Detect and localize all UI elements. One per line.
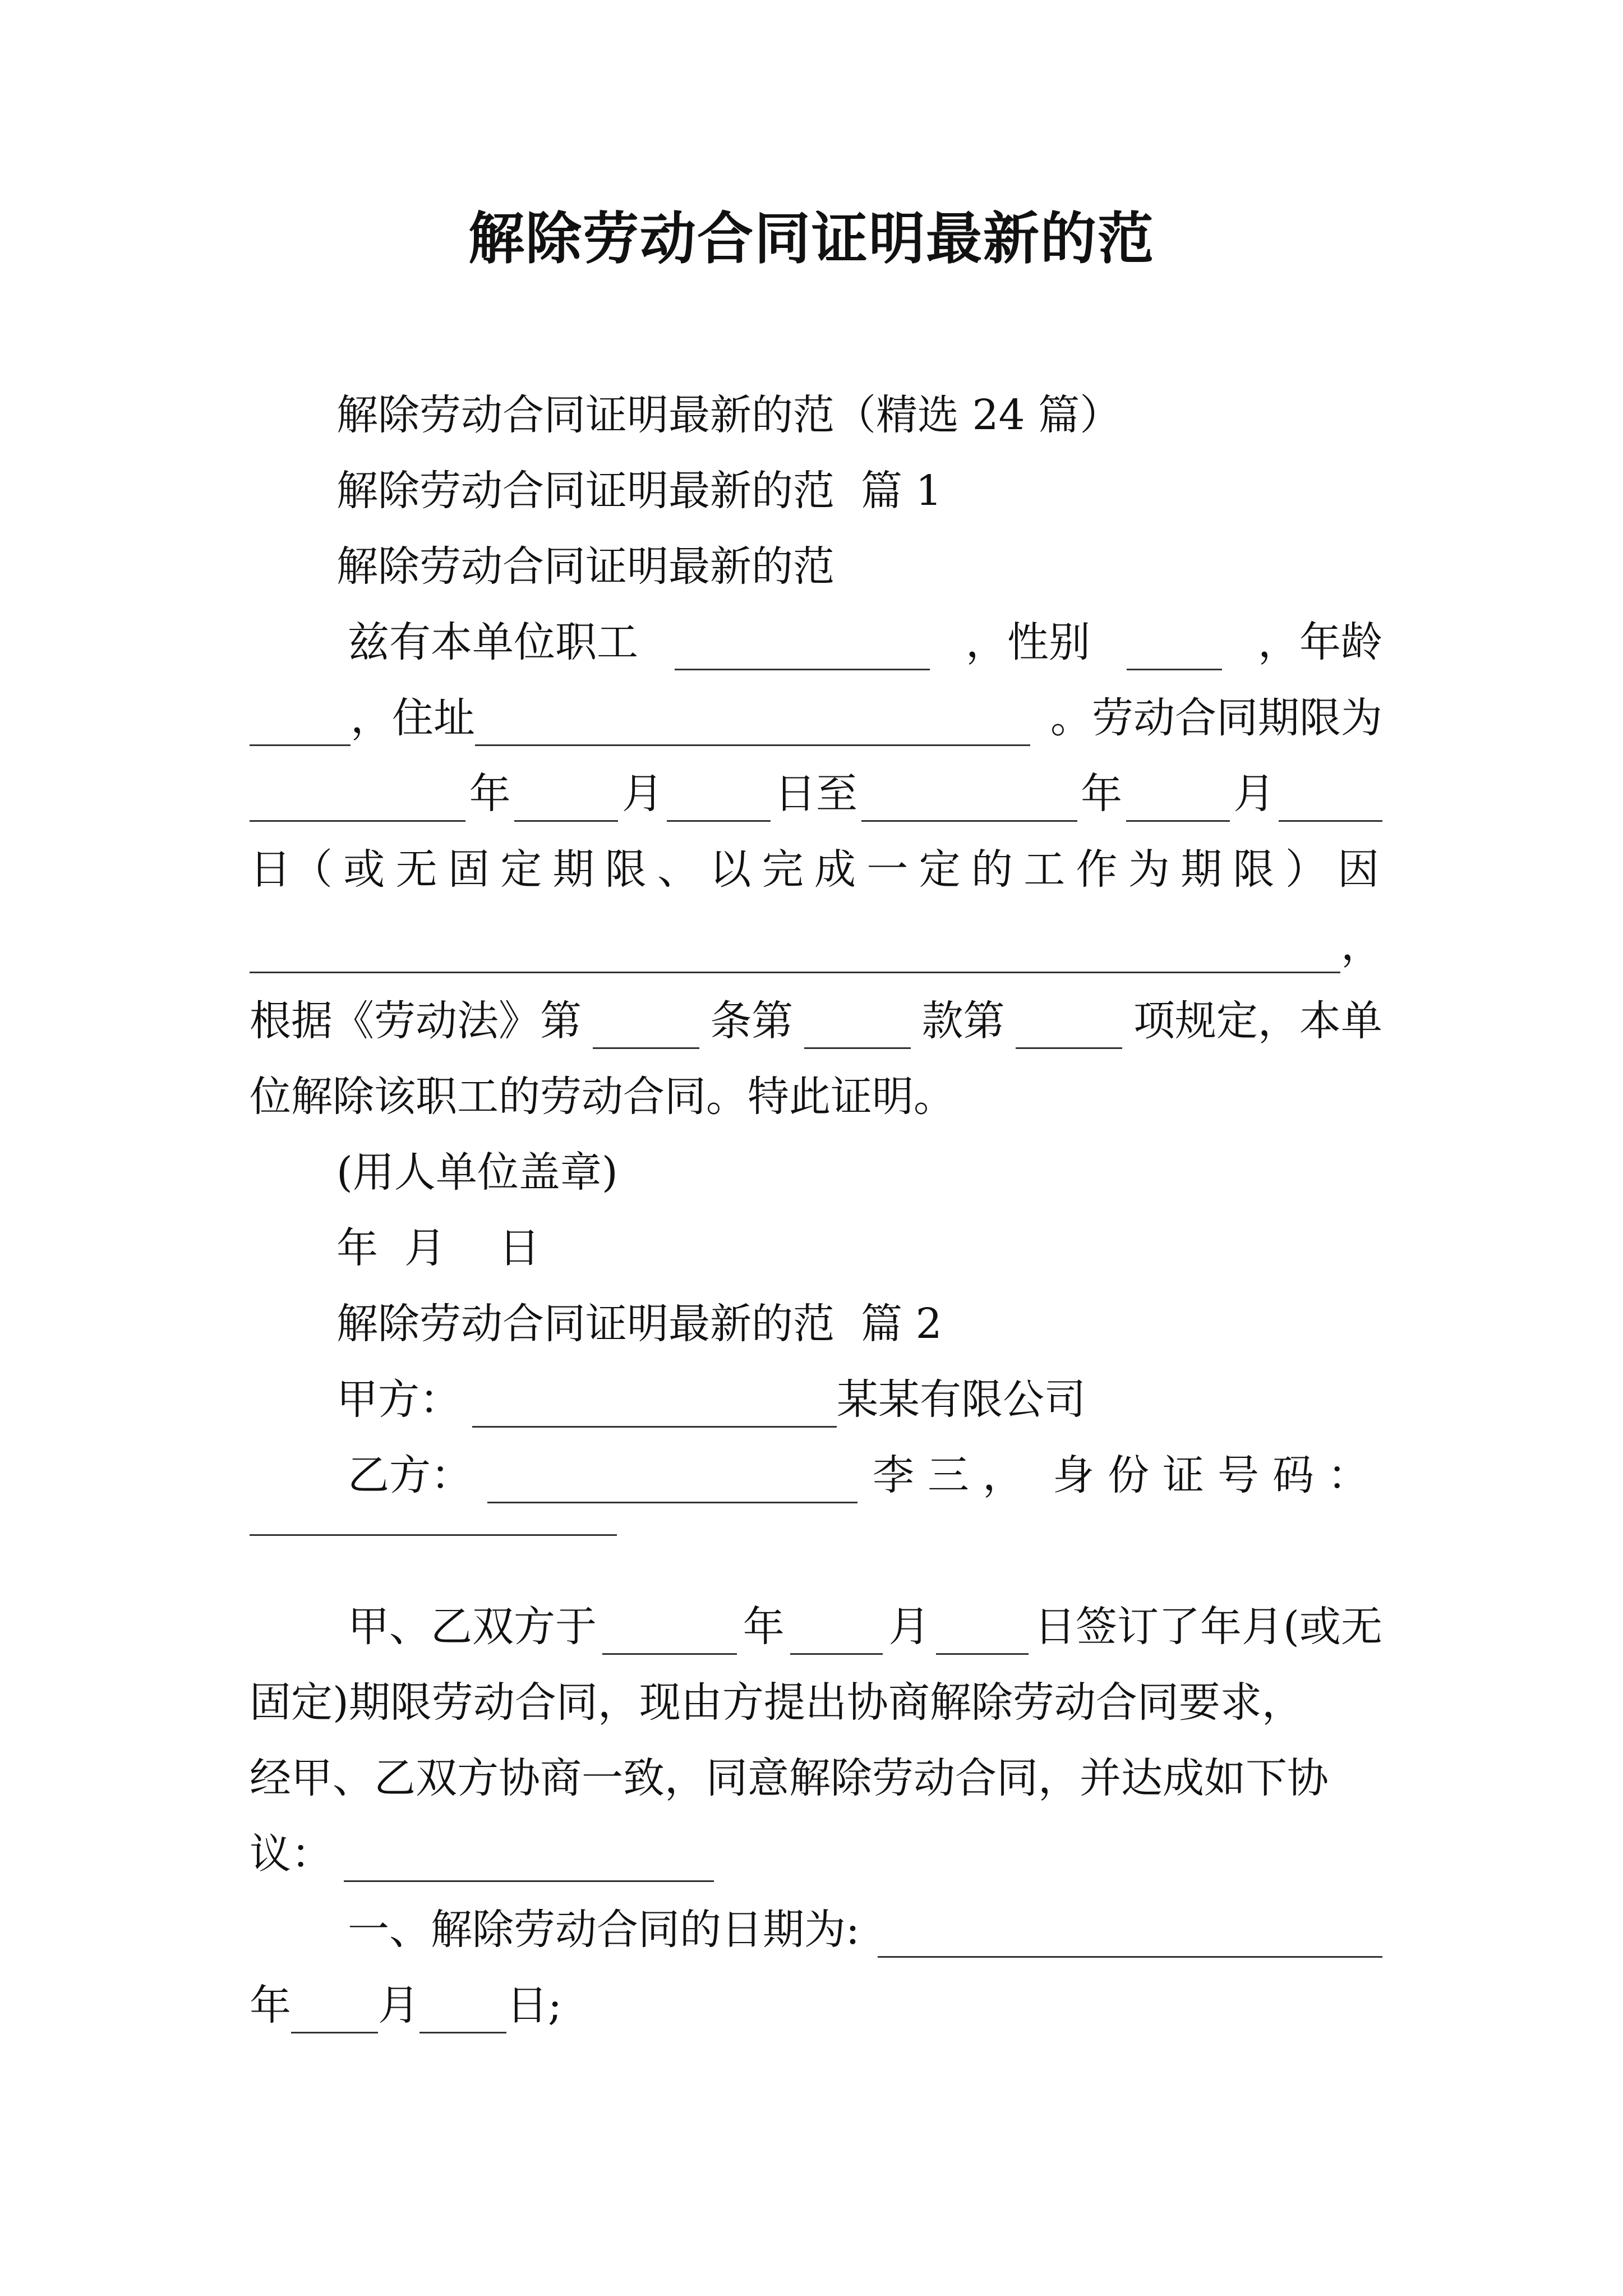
text: 根据《劳动法》第 [250,997,582,1045]
text: 日; [506,1981,562,2030]
id-number-blank [250,1534,617,1536]
p4-line-1 [348,1902,1382,1958]
termination-date-blank [878,1912,1382,1958]
seal-line: (用人单位盖章) [336,1148,618,1197]
party-b-line [348,1447,1382,1503]
month-blank [514,776,618,822]
year-blank [602,1609,737,1655]
p1-line-3 [250,766,1382,822]
text: 。劳动合同期限为 [1050,694,1382,742]
p1-line-7: 位解除该职工的劳动合同。特此证明。 [250,1073,955,1121]
document-title: 解除劳动合同证明最新的范 [468,206,1155,272]
day-blank [936,1609,1029,1655]
text: 日签订了年月(或无 [1034,1603,1382,1651]
item-blank [1016,1004,1122,1049]
party-b-blank [487,1458,857,1503]
p1-line-4 [250,841,1382,898]
text: 月 [1233,770,1275,818]
text: 甲、乙双方于 [348,1603,597,1651]
gender-blank [1127,625,1222,670]
month-blank [291,1988,378,2033]
text: 身份证号码： [1053,1451,1382,1499]
address-blank [475,701,1030,746]
text: 年 [1081,770,1123,818]
text: 议： [250,1830,333,1878]
day-blank [419,1988,506,2033]
party-a-line [336,1372,1086,1428]
text: 日 [250,845,291,894]
day-blank [667,776,771,822]
p3-line-3: 经甲、乙双方协商一致，同意解除劳动合同，并达成如下协 [250,1754,1329,1802]
text: 日至 [774,770,857,818]
year-blank [861,776,1077,822]
p3-line-4 [250,1826,714,1882]
text: 年 [743,1603,785,1651]
certificate-heading: 解除劳动合同证明最新的范 [336,542,834,591]
section-heading-2: 解除劳动合同证明最新的范 篇 2 [336,1300,942,1348]
text: 乙方： [348,1451,472,1499]
text: ，年龄 [1258,618,1382,666]
text: 月 [888,1603,930,1651]
p1-line-2 [250,690,1382,746]
agreement-blank [344,1837,714,1882]
month-blank [1126,776,1230,822]
p3-line-1 [348,1599,1382,1655]
text: 条第 [710,997,794,1045]
p3-line-2: 固定)期限劳动合同，现由方提出协商解除劳动合同要求， [250,1678,1303,1727]
year-blank [250,776,465,822]
text: 月 [378,1981,419,2030]
day-blank [1279,776,1382,822]
text: （或无固定期限、以完成一定的工作为期限）因 [291,845,1382,894]
text: 一、解除劳动合同的日期为: [348,1906,860,1954]
month-blank [790,1609,883,1655]
name-blank [675,625,930,670]
subtitle-line: 解除劳动合同证明最新的范（精选 24 篇） [336,391,1122,439]
text: ，住址 [351,694,475,742]
p1-line-1 [348,614,1382,670]
date-line: 年 月 日 [336,1224,541,1272]
text: 某某有限公司 [837,1375,1086,1424]
article-blank [593,1004,699,1049]
text: 甲方： [336,1375,461,1424]
text: 款第 [921,997,1005,1045]
text: 项规定，本单 [1133,997,1382,1045]
text: 兹有本单位职工 [348,618,638,666]
party-a-blank [472,1382,837,1428]
text: 李三， [873,1451,1038,1499]
section-heading-1: 解除劳动合同证明最新的范 篇 1 [336,467,942,515]
text: ，性别 [966,618,1090,666]
p4-line-2 [250,1977,562,2033]
text: 年 [469,770,511,818]
clause-blank [804,1004,911,1049]
p1-line-5 [250,917,1382,973]
age-blank [250,701,351,746]
text: 年 [250,1981,291,2030]
text: ， [1341,921,1382,969]
text: 月 [621,770,663,818]
reason-blank [250,928,1340,973]
p1-line-6 [250,993,1382,1049]
